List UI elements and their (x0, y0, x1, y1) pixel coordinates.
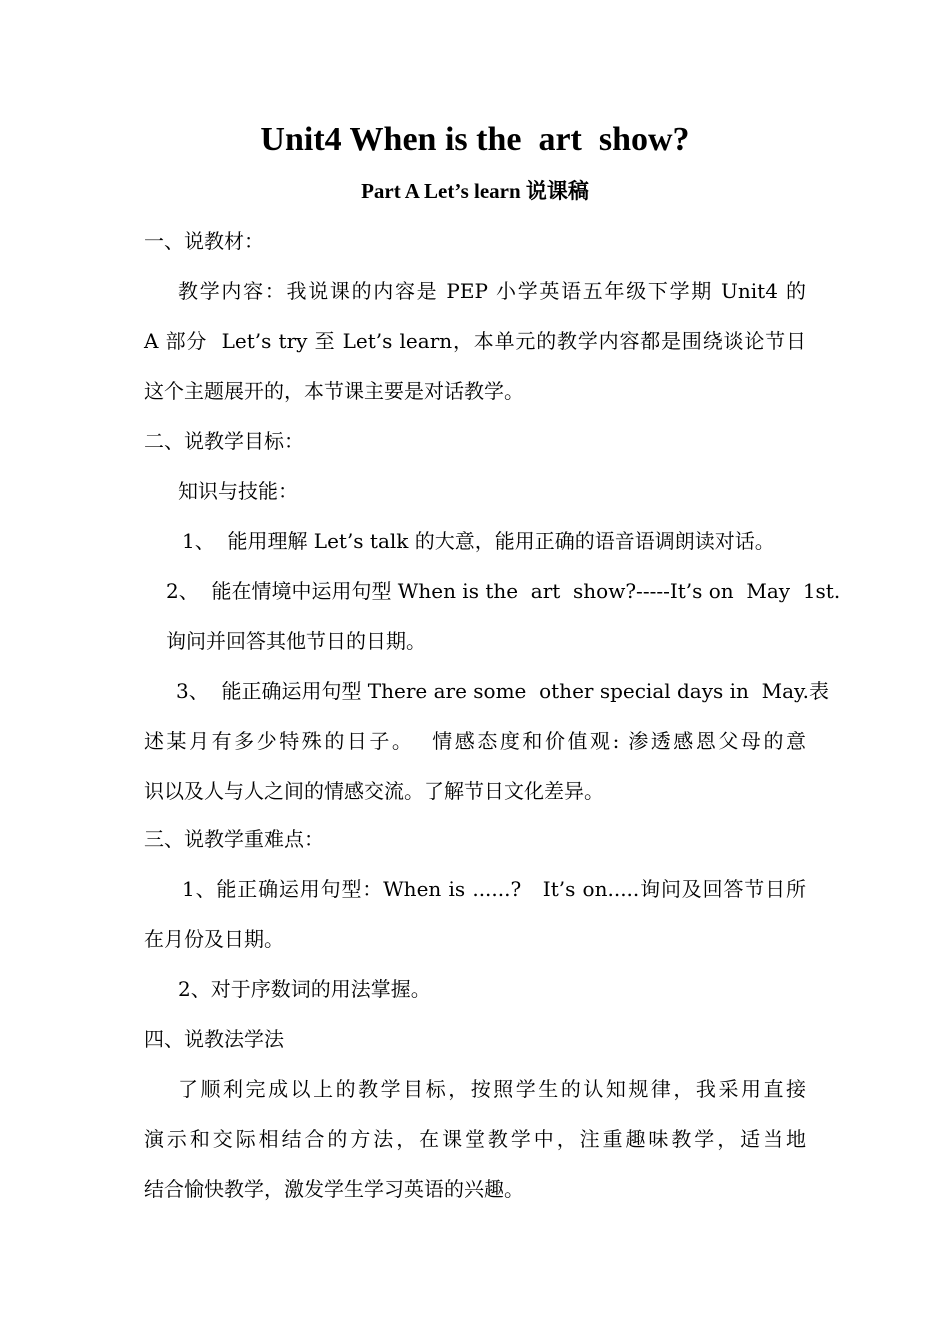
objective-item-continued: 述某月有多少特殊的日子。 情感态度和价值观: 渗透感恩父母的意 (144, 729, 806, 753)
document-title: Unit4 When is the art show? (260, 121, 690, 158)
paragraph-line: 结合愉快教学，激发学生学习英语的兴趣。 (144, 1177, 524, 1201)
subheading-knowledge-skills: 知识与技能： (178, 479, 298, 503)
key-point-item: 1、能正确运用句型：When is ......? It’s on.....询问及回答节日所 (182, 877, 806, 901)
key-point-item: 2、对于序数词的用法掌握。 (178, 977, 431, 1001)
document-subtitle: Part A Let’s learn 说课稿 (361, 179, 589, 203)
paragraph-line: A 部分 Let’s try 至 Let’s learn，本单元的教学内容都是围绕谈论节日 (144, 329, 806, 353)
section-heading-textbook: 一、说教材： (144, 229, 264, 253)
key-point-item-continued: 在月份及日期。 (144, 927, 284, 951)
paragraph-line: 这个主题展开的，本节课主要是对话教学。 (144, 379, 524, 403)
objective-item: 2、 能在情境中运用句型 When is the art show?-----It’s on May 1st. (166, 579, 841, 603)
section-heading-key-points: 三、说教学重难点： (144, 827, 324, 851)
section-heading-methods: 四、说教法学法 (144, 1027, 284, 1051)
objective-item: 1、 能用理解 Let’s talk 的大意，能用正确的语音语调朗读对话。 (182, 529, 775, 553)
section-heading-objectives: 二、说教学目标： (144, 429, 304, 453)
paragraph-line: 演示和交际相结合的方法，在课堂教学中，注重趣味教学，适当地 (144, 1127, 806, 1151)
paragraph-line: 教学内容：我说课的内容是 PEP 小学英语五年级下学期 Unit4 的 (178, 279, 806, 303)
objective-item-continued: 询问并回答其他节日的日期。 (166, 629, 426, 653)
paragraph-line: 了顺利完成以上的教学目标，按照学生的认知规律，我采用直接 (178, 1077, 806, 1101)
objective-item: 3、 能正确运用句型 There are some other special days in May.表 (176, 679, 830, 703)
objective-item-continued: 识以及人与人之间的情感交流。了解节日文化差异。 (144, 779, 604, 803)
